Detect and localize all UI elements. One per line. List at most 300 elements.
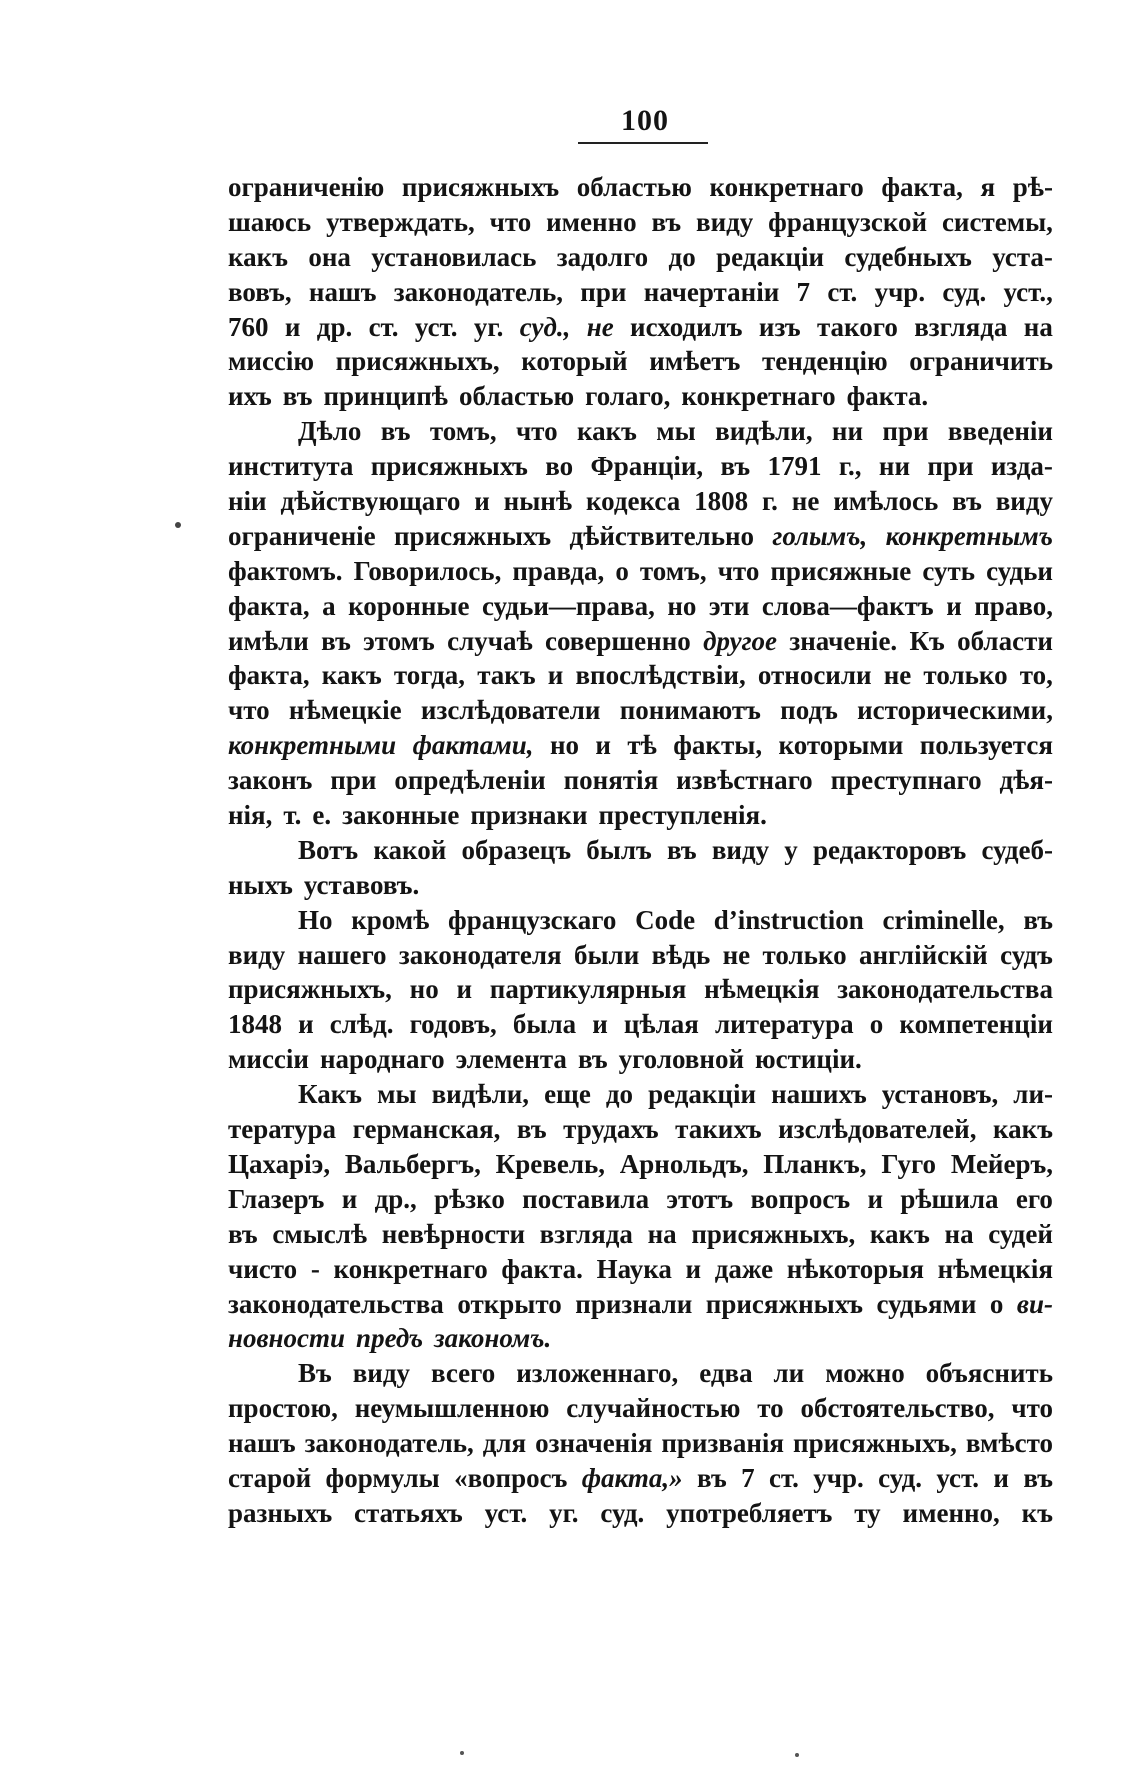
word: факты,	[673, 730, 763, 761]
word: закономъ.	[434, 1323, 552, 1354]
word: Мейеръ,	[950, 1148, 1053, 1179]
word: старой	[228, 1462, 312, 1493]
word: законодатель,	[304, 1428, 474, 1459]
word: конкретнымъ	[885, 520, 1053, 551]
word: уст.	[484, 1497, 528, 1528]
word: Вальбергъ,	[344, 1148, 481, 1179]
word: можно	[825, 1358, 905, 1389]
word: признаки	[470, 800, 588, 831]
word: установъ,	[881, 1079, 999, 1110]
word: рѣ-	[1012, 172, 1053, 202]
word: едва	[699, 1358, 753, 1389]
word: слѣд.	[329, 1009, 394, 1040]
word: суд.	[600, 1497, 645, 1528]
word: то,	[1019, 660, 1053, 691]
text-line	[228, 275, 1053, 310]
word: Но	[298, 904, 333, 935]
word: въ	[697, 1462, 727, 1493]
word: такого	[816, 311, 898, 342]
word: этомъ	[363, 625, 435, 656]
word: Дѣло	[298, 416, 362, 447]
word: мы	[656, 416, 696, 447]
word: Въ	[298, 1358, 332, 1389]
word: факта,»	[581, 1462, 683, 1493]
word: въ	[952, 486, 982, 517]
word: виду	[995, 486, 1053, 517]
word: миссію	[228, 346, 315, 377]
word: Франціи,	[590, 451, 704, 482]
word: что	[489, 206, 532, 237]
word: о	[989, 1288, 1004, 1319]
word: видѣли,	[715, 416, 813, 447]
word: 760	[228, 311, 269, 342]
word: не	[586, 311, 614, 342]
word: такихъ	[675, 1114, 762, 1145]
word: я	[980, 172, 996, 202]
word: употребляетъ	[666, 1497, 833, 1528]
word: признали	[575, 1288, 693, 1319]
word: открыто	[457, 1288, 562, 1319]
text-line	[228, 903, 1053, 938]
word: ли	[773, 1358, 805, 1389]
word: но	[549, 730, 579, 761]
word: факта.	[501, 1253, 583, 1284]
word: какъ	[321, 660, 382, 691]
word: кромѣ	[351, 904, 430, 935]
text-line	[228, 170, 1053, 205]
word: учр.	[874, 276, 926, 307]
text-line	[228, 310, 1053, 345]
word: годовъ,	[409, 1009, 497, 1040]
word: конкретными	[228, 730, 397, 761]
word: др.,	[374, 1183, 417, 1214]
word: присяжныхъ	[705, 1288, 863, 1319]
word: Наука	[596, 1253, 672, 1284]
word: законъ	[228, 765, 313, 796]
word: опредѣленіи	[394, 765, 546, 796]
word: французскаго	[448, 904, 617, 935]
word: томъ,	[429, 416, 497, 447]
word: факта,	[228, 660, 310, 691]
word: нашъ	[228, 1428, 296, 1459]
word: въ	[282, 381, 313, 412]
word: факта,	[881, 172, 963, 202]
word: 1808	[694, 486, 749, 517]
word: въ	[666, 834, 697, 865]
print-speck	[795, 1753, 799, 1757]
word: былъ	[586, 834, 652, 865]
word: уст.	[936, 1462, 980, 1493]
word: законные	[342, 800, 460, 831]
print-speck	[460, 1751, 464, 1755]
word: области	[957, 625, 1053, 656]
word: Планкъ,	[763, 1148, 867, 1179]
word: утверждать,	[326, 206, 475, 237]
word: ніи	[228, 486, 267, 517]
word: суд.	[942, 276, 987, 307]
word: Глазеръ	[228, 1183, 325, 1214]
word: въ	[516, 1114, 547, 1145]
text-line	[228, 589, 1053, 624]
word: этотъ	[666, 1183, 734, 1214]
word: нѣмецкіе	[288, 695, 402, 726]
word: партикулярныя	[489, 974, 687, 1005]
page-number: 100	[621, 104, 669, 137]
word: института	[228, 451, 354, 482]
text-line	[228, 1321, 1053, 1356]
word: виду	[352, 1358, 410, 1389]
word: суд.,	[519, 311, 571, 342]
word: взгляда	[914, 311, 1008, 342]
word: до	[668, 241, 696, 272]
word: судъ	[1000, 939, 1053, 970]
text-line	[228, 728, 1053, 763]
word: чисто	[228, 1253, 298, 1284]
word: законодатель,	[393, 276, 563, 307]
word: образецъ	[461, 834, 572, 865]
word: ни	[831, 416, 864, 447]
word: какъ	[869, 1218, 930, 1249]
text-line	[228, 1252, 1053, 1287]
word: цѣлая	[623, 1009, 699, 1040]
word: суть	[922, 555, 976, 586]
word: случайностью	[566, 1393, 741, 1424]
word: изложеннаго,	[516, 1358, 679, 1389]
word: и	[456, 974, 473, 1005]
word: простою,	[228, 1393, 338, 1424]
word: судей	[988, 1218, 1053, 1249]
word: миссіи	[228, 1044, 309, 1075]
word: судьями	[876, 1288, 977, 1319]
word: Говорилось,	[353, 555, 502, 586]
text-line	[228, 1077, 1053, 1112]
word: исходилъ	[630, 311, 743, 342]
word: судьи	[986, 555, 1053, 586]
body-text	[228, 170, 1053, 1531]
word: присяжныхъ,	[228, 974, 392, 1005]
word: и	[946, 590, 962, 621]
word: областью	[459, 381, 575, 412]
word: и	[867, 1183, 884, 1214]
word: 7	[796, 276, 811, 307]
word: присяжныхъ	[370, 451, 528, 482]
word: присяжныхъ,	[691, 1218, 856, 1249]
word: 1791	[767, 451, 822, 482]
word: при	[882, 416, 929, 447]
word: редакціи	[716, 241, 825, 272]
word: др.	[316, 311, 353, 342]
word: законодательства	[837, 974, 1053, 1005]
word: дѣя-	[999, 765, 1053, 796]
word: при	[330, 765, 377, 796]
word: редакторовъ	[812, 834, 967, 865]
word: другое	[703, 625, 778, 656]
text-line	[228, 1496, 1053, 1531]
word: введеніи	[947, 416, 1053, 447]
word: неумышленною	[354, 1393, 550, 1424]
word: судебныхъ	[844, 241, 972, 272]
word: видѣли,	[431, 1079, 530, 1110]
word: значеніе.	[789, 625, 898, 656]
text-line	[228, 1391, 1053, 1426]
word: тенденцію	[761, 346, 888, 377]
word: ныхъ	[228, 869, 293, 900]
word: изслѣдователей,	[778, 1114, 977, 1145]
word: нашъ	[308, 276, 377, 307]
word: изслѣдователи	[420, 695, 601, 726]
word: въ	[228, 1218, 258, 1249]
word: уст.	[414, 311, 458, 342]
word: Какъ	[298, 1079, 363, 1110]
word: вмѣсто	[965, 1428, 1053, 1459]
word: всего	[430, 1358, 496, 1389]
word: къ	[1021, 1497, 1053, 1528]
word: народнаго	[319, 1044, 445, 1075]
word: имѣетъ	[649, 346, 741, 377]
word: во	[545, 451, 574, 482]
word: фактомъ.	[228, 555, 343, 586]
word: формулы	[325, 1462, 440, 1493]
word: при	[927, 451, 974, 482]
word: конкретнаго	[681, 381, 836, 412]
word: до	[605, 1079, 634, 1110]
word: въ	[380, 416, 411, 447]
text-line	[228, 1461, 1053, 1496]
word: случаѣ	[447, 625, 533, 656]
word: а	[322, 590, 336, 621]
word: конкретнаго	[333, 1253, 488, 1284]
word: ст.	[768, 1462, 799, 1493]
word: голаго,	[585, 381, 671, 412]
word: судеб-	[981, 834, 1053, 865]
margin-mark	[175, 522, 181, 528]
word: Къ	[909, 625, 945, 656]
word: редакціи	[648, 1079, 757, 1110]
word: компетенціи	[899, 1009, 1053, 1040]
word: и	[547, 660, 564, 691]
word: Вотъ	[298, 834, 359, 865]
word: г.,	[838, 451, 862, 482]
word: германская,	[352, 1114, 501, 1145]
word: только	[923, 660, 1008, 691]
word: обстоятельство,	[800, 1393, 995, 1424]
word: юстиціи.	[755, 1044, 862, 1075]
word: нашихъ	[771, 1079, 867, 1110]
word: системы,	[941, 206, 1053, 237]
word: но	[667, 590, 697, 621]
word: какъ	[228, 241, 288, 272]
word: какъ	[576, 416, 637, 447]
word: нашего	[297, 939, 387, 970]
word: коронные	[348, 590, 470, 621]
word: вопросъ	[750, 1183, 851, 1214]
word: Гуго	[881, 1148, 937, 1179]
word: совершенно	[544, 625, 691, 656]
text-line	[228, 693, 1053, 728]
word: нѣкоторыя	[786, 1253, 924, 1284]
word: извѣстнаго	[676, 765, 813, 796]
word: нія,	[228, 800, 273, 831]
word: у	[784, 834, 798, 865]
text-line	[228, 833, 1053, 868]
word: о	[615, 555, 629, 586]
word: тература	[228, 1114, 336, 1145]
word: впослѣдствіи,	[575, 660, 746, 691]
word: въ	[577, 1044, 608, 1075]
word: виду	[228, 939, 286, 970]
word: право,	[974, 590, 1053, 621]
word: дѣйствительно	[569, 520, 755, 551]
text-line	[228, 658, 1053, 693]
word: понятія	[563, 765, 659, 796]
word: 1848	[228, 1009, 282, 1040]
word: разныхъ	[228, 1497, 333, 1528]
word: какой	[373, 834, 447, 865]
word: уставовъ.	[303, 869, 420, 900]
word: виду	[696, 206, 754, 237]
word: была	[512, 1009, 577, 1040]
word: Цахаріэ,	[228, 1148, 331, 1179]
word: судьи—права,	[482, 590, 655, 621]
word: но	[409, 974, 439, 1005]
word: учр.	[813, 1462, 864, 1493]
word: нынѣ	[503, 486, 573, 517]
text-line	[228, 763, 1053, 798]
text-line	[228, 344, 1053, 379]
word: уста-	[992, 241, 1053, 272]
word: Кревель,	[495, 1148, 605, 1179]
word: элемента	[455, 1044, 567, 1075]
text-line	[228, 379, 1053, 414]
word: не	[722, 939, 751, 970]
word: въ	[321, 625, 351, 656]
word: для	[482, 1428, 527, 1459]
word: англійскій	[858, 939, 988, 970]
word: статьяхъ	[354, 1497, 463, 1528]
word: фактами,	[412, 730, 534, 761]
word: пользуется	[919, 730, 1053, 761]
text-line	[228, 1217, 1053, 1252]
word: принципѣ	[323, 381, 448, 412]
word: начертаніи	[643, 276, 780, 307]
word: факта.	[846, 381, 929, 412]
word: рѣшила	[900, 1183, 999, 1214]
text-line	[228, 1112, 1053, 1147]
word: не	[883, 660, 912, 691]
word: уголовной	[618, 1044, 744, 1075]
word: въ	[1023, 904, 1053, 935]
text-line	[228, 484, 1053, 519]
word: присяжныхъ,	[335, 346, 500, 377]
word: именно	[546, 206, 637, 237]
word: что	[1011, 1393, 1053, 1424]
word: задолго	[556, 241, 649, 272]
word: какъ	[993, 1114, 1053, 1145]
word: нѣмецкія	[937, 1253, 1053, 1284]
word: новности	[228, 1323, 346, 1354]
word: и	[298, 1009, 314, 1040]
word: въ	[1023, 1462, 1053, 1493]
word: что	[717, 555, 760, 586]
word: тѣ	[627, 730, 657, 761]
word: виду	[711, 834, 770, 865]
word: вовъ,	[228, 276, 292, 307]
word: законодателя	[398, 939, 562, 970]
text-line	[228, 554, 1053, 589]
word: областью	[576, 172, 692, 202]
word: кодекса	[585, 486, 681, 517]
word: уг.	[473, 311, 504, 342]
word: въ	[720, 451, 751, 482]
word: рѣзко	[434, 1183, 505, 1214]
word: при	[580, 276, 627, 307]
word: ту	[854, 1497, 881, 1528]
word: 7	[741, 1462, 755, 1493]
word: ст.	[368, 311, 399, 342]
word: такъ	[477, 660, 536, 691]
word: именно,	[902, 1497, 1000, 1528]
word: имѣли	[228, 625, 309, 656]
word: были	[573, 939, 640, 970]
word: и	[993, 1462, 1009, 1493]
word: ограниченіе	[228, 520, 376, 551]
word: criminelle,	[882, 904, 1005, 935]
word: установилась	[371, 241, 537, 272]
word: присяжные	[770, 555, 912, 586]
text-line	[228, 938, 1053, 973]
word: преступленія.	[598, 800, 767, 831]
word: d’instruction	[713, 904, 864, 935]
word: голымъ,	[772, 520, 868, 551]
word: вѣдь	[651, 939, 711, 970]
word: въ	[651, 206, 682, 237]
word: даже	[714, 1253, 774, 1284]
text-line	[228, 624, 1053, 659]
word: т.	[283, 800, 302, 831]
word: -	[310, 1253, 320, 1284]
word: она	[308, 241, 351, 272]
word: подъ	[780, 695, 838, 726]
word: не	[791, 486, 820, 517]
text-line	[228, 205, 1053, 240]
word: томъ,	[639, 555, 707, 586]
word: тогда,	[393, 660, 466, 691]
text-line	[228, 1147, 1053, 1182]
word: эти	[708, 590, 750, 621]
word: и	[685, 1253, 702, 1284]
word: историческими,	[857, 695, 1053, 726]
word: присяжныхъ	[394, 520, 552, 551]
word: объяснить	[925, 1358, 1053, 1389]
word: законодательства	[228, 1288, 444, 1319]
word: изъ	[758, 311, 801, 342]
word: невѣрности	[381, 1218, 525, 1249]
word: имѣлось	[833, 486, 939, 517]
word: что	[228, 695, 270, 726]
word: и	[474, 486, 490, 517]
text-line	[228, 1287, 1053, 1322]
text-line	[228, 449, 1053, 484]
word: еще	[544, 1079, 591, 1110]
word: присяжныхъ	[401, 172, 560, 202]
word: присяжныхъ,	[793, 1428, 957, 1459]
word: г.	[761, 486, 778, 517]
word: уст.,	[1003, 276, 1053, 307]
text-line	[228, 414, 1053, 449]
word: литература	[714, 1009, 854, 1040]
word: дѣйствующаго	[280, 486, 461, 517]
word: его	[1015, 1183, 1053, 1214]
